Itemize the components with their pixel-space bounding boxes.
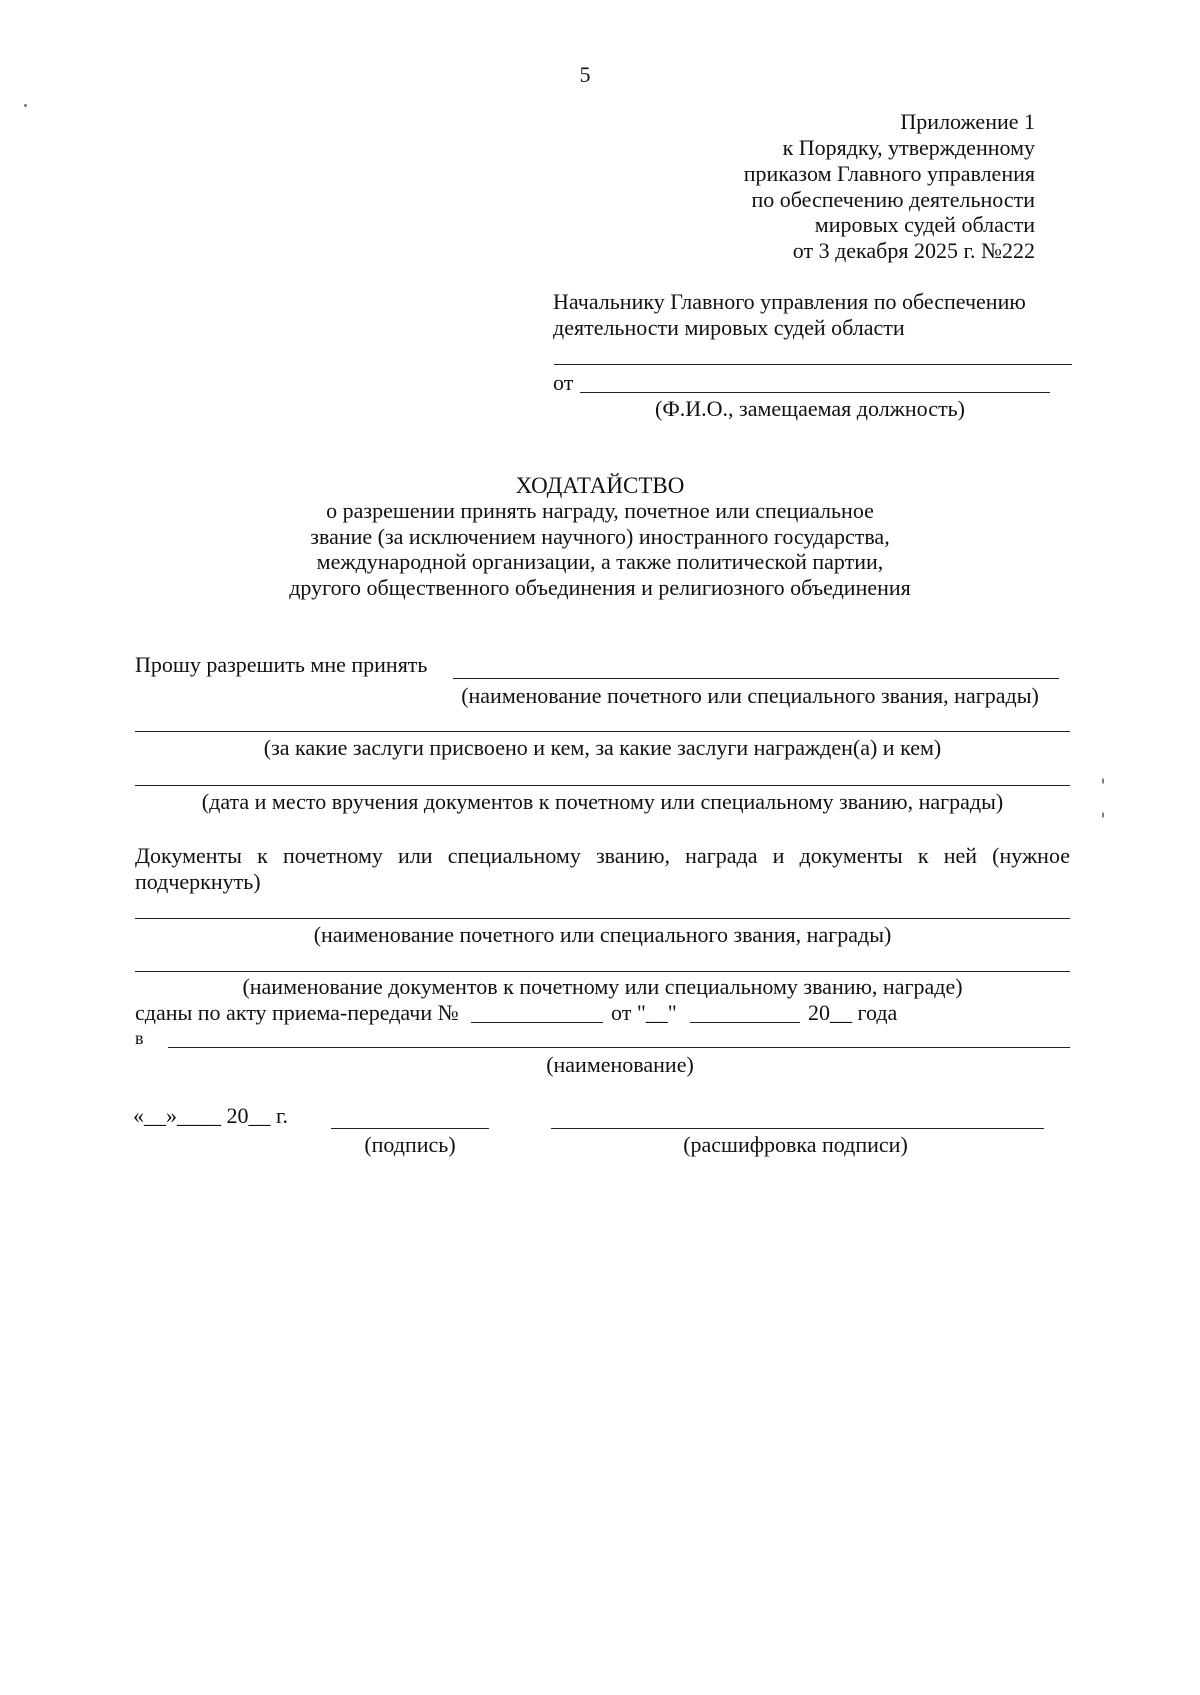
signature-decoding-blank[interactable]: [551, 1128, 1044, 1129]
organization-blank-line[interactable]: [168, 1047, 1070, 1048]
appendix-line: мировых судей области: [814, 212, 1035, 237]
title-subtitle-line: о разрешении принять награду, почетное или специальное: [326, 498, 874, 523]
documents-names-caption: (наименование документов к почетному или специальному званию, награде): [242, 974, 963, 999]
merits-caption: (за какие заслуги присвоено и кем, за какие заслуги награжден(а) и кем): [263, 735, 942, 760]
documents-paragraph-line1: Документы к почетному или специальному званию, награда и документы к ней (нужное: [135, 843, 1070, 868]
signature-caption: (подпись): [364, 1132, 456, 1157]
award-name-caption: (наименование почетного или специального звания, награды): [461, 683, 1039, 708]
addressee-blank-line[interactable]: [554, 364, 1072, 365]
scan-speck: [1102, 778, 1104, 784]
title-subtitle-line: другого общественного объединения и религиозного объединения: [289, 575, 911, 600]
title-subtitle-line: международной организации, а также политической партии,: [316, 549, 884, 574]
documents-names-blank-line[interactable]: [135, 971, 1070, 972]
request-label: Прошу разрешить мне принять: [135, 652, 428, 677]
act-from-label: от "__": [611, 1000, 677, 1025]
addressee-line: деятельности мировых судей области: [553, 315, 905, 340]
merits-blank-line[interactable]: [135, 731, 1070, 732]
award-name-caption-2: (наименование почетного или специального звания, награды): [313, 922, 892, 947]
act-number-blank[interactable]: [471, 1022, 603, 1023]
addressee-line: Начальнику Главного управления по обеспечению: [553, 289, 1026, 314]
page-number: 5: [579, 62, 591, 87]
in-label: в: [135, 1028, 144, 1048]
signature-blank[interactable]: [331, 1128, 489, 1129]
appendix-line: от 3 декабря 2025 г. №222: [792, 238, 1035, 263]
signature-date: «__»____ 20__ г.: [133, 1103, 289, 1128]
scan-speck: [24, 104, 27, 107]
organization-caption: (наименование): [546, 1052, 694, 1077]
document-title: ХОДАТАЙСТВО: [515, 473, 685, 498]
award-name-blank-line-2[interactable]: [135, 918, 1070, 919]
award-name-blank-line[interactable]: [453, 678, 1059, 679]
documents-paragraph-line2: подчеркнуть): [135, 869, 261, 894]
act-label: сданы по акту приема-передачи №: [135, 1000, 459, 1025]
from-label: от: [553, 370, 574, 395]
appendix-line: приказом Главного управления: [743, 161, 1035, 186]
appendix-line: по обеспечению деятельности: [751, 187, 1035, 212]
appendix-line: Приложение 1: [900, 109, 1035, 134]
act-year-label: 20__ года: [808, 1000, 898, 1025]
act-month-blank[interactable]: [690, 1022, 800, 1023]
scan-speck: [1102, 812, 1104, 818]
appendix-line: к Порядку, утвержденному: [782, 135, 1035, 160]
title-subtitle-line: звание (за исключением научного) иностранного государства,: [310, 524, 890, 549]
date-place-blank-line[interactable]: [135, 785, 1070, 786]
date-place-caption: (дата и место вручения документов к почетному или специальному званию, награды): [201, 789, 1004, 814]
signature-decoding-caption: (расшифровка подписи): [683, 1132, 908, 1157]
from-blank-line[interactable]: [580, 392, 1050, 393]
from-caption: (Ф.И.О., замещаемая должность): [655, 396, 965, 421]
